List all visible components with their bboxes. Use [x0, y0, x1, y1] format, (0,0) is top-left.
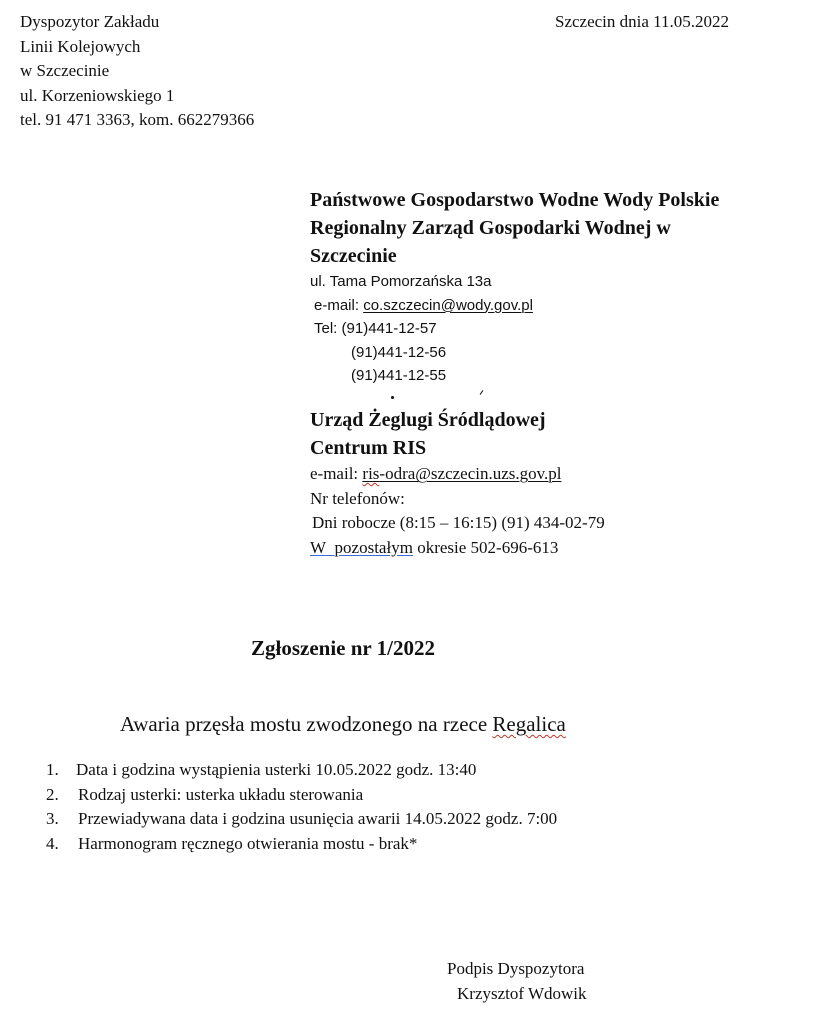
list-text: Harmonogram ręcznego otwierania mostu - brak*	[78, 833, 418, 853]
phone-number: (91)441-12-56	[351, 343, 447, 361]
recipient-1-tel-row	[310, 317, 719, 341]
list-item	[46, 758, 557, 783]
sender-line: Linii Kolejowych	[20, 36, 141, 56]
list-text: Rodzaj usterki: usterka układu sterowania	[78, 784, 364, 804]
sender-line: tel. 91 471 3363, kom. 662279366	[20, 110, 255, 129]
other-times-phone: W pozostałym okresie 502-696-613	[310, 537, 559, 557]
list-text: Przewiadywana data i godzina usunięcia awarii 14.05.2022 godz. 7:00	[78, 809, 558, 828]
list-item	[46, 807, 557, 832]
sender-line: Dyspozytor Zakładu	[20, 12, 160, 31]
sender-line: w Szczecinie	[20, 61, 110, 80]
list-number: 1.	[46, 760, 59, 779]
recipient-1-name-line: Szczecinie	[310, 245, 397, 267]
signature-label: Podpis Dyspozytora	[447, 959, 585, 978]
stray-mark	[480, 390, 484, 395]
river-name: Regalica	[492, 712, 566, 736]
list-item	[46, 783, 557, 808]
workdays-phone: Dni robocze (8:15 – 16:15) (91) 434-02-79	[312, 513, 605, 532]
report-subtitle: Awaria przęsła mostu zwodzonego na rzece Regalica	[120, 712, 566, 736]
email-label: e-mail:	[310, 464, 363, 483]
sender-block	[20, 10, 254, 133]
tel-label: Tel:	[314, 320, 342, 337]
signature-name: Krzysztof Wdowik	[457, 984, 587, 1003]
stray-mark	[391, 396, 394, 399]
sender-line: ul. Korzeniowskiego 1	[20, 85, 175, 105]
email-label: e-mail:	[314, 296, 364, 314]
phone-number: (91)441-12-57	[341, 320, 437, 337]
other-times-w: W pozostałym	[310, 537, 413, 557]
recipient-2-name-line: Urząd Żeglugi Śródlądowej	[310, 409, 546, 431]
recipient-1-name-line: Regionalny Zarząd Gospodarki Wodnej w	[310, 217, 671, 239]
list-number: 4.	[46, 833, 59, 853]
list-number: 3.	[46, 809, 59, 828]
list-text: Data i godzina wystąpienia usterki 10.05.2022 godz. 13:40	[76, 760, 477, 779]
report-items	[46, 758, 557, 856]
recipient-2-name-line: Centrum RIS	[310, 437, 427, 459]
phone-number: (91)441-12-55	[351, 367, 447, 384]
recipient-1-address: ul. Tama Pomorzańska 13a	[310, 273, 492, 290]
recipient-2-email-row	[310, 462, 605, 487]
recipient-1-email-row	[310, 294, 719, 318]
recipient-2-email-link[interactable]: ris-odra@szczecin.uzs.gov.pl	[362, 464, 562, 483]
report-title: Zgłoszenie nr 1/2022	[251, 636, 435, 660]
list-item	[46, 832, 557, 857]
recipient-1-email-link[interactable]: co.szczecin@wody.gov.pl	[363, 296, 533, 314]
recipient-1-name-line: Państwowe Gospodarstwo Wodne Wody Polskie	[310, 189, 720, 211]
list-number: 2.	[46, 784, 59, 804]
recipient-2	[310, 406, 605, 560]
recipient-1	[310, 186, 719, 388]
phones-label: Nr telefonów:	[310, 488, 405, 508]
place-date: Szczecin dnia 11.05.2022	[555, 12, 730, 31]
